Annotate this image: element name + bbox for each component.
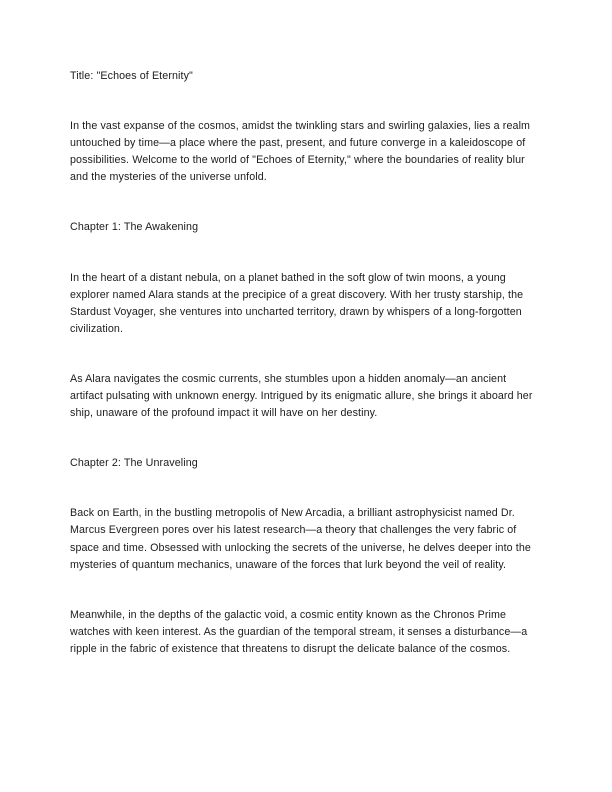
document-body (70, 68, 540, 658)
paragraph-chapter1-b: As Alara navigates the cosmic currents, she stumbles upon a hidden anomaly—an ancient artifact pulsating with unknown energy. Intrigued by its enigmatic allure, she brings it aboard her ship, unaware of the profound impact it will have on her destiny. (70, 372, 533, 420)
spacer (70, 574, 540, 607)
spacer (70, 472, 540, 505)
spacer (70, 85, 540, 118)
document-title-line: Title: "Echoes of Eternity" (70, 70, 193, 82)
paragraph-chapter1-a: In the heart of a distant nebula, on a planet bathed in the soft glow of twin moons, a young explorer named Alara stands at the precipice of a great discovery. With her trusty starship, the Stardust Voyager, she ventures into uncharted territory, drawn by whispers of a long-forgotten civilization. (70, 271, 524, 335)
heading-chapter-2: Chapter 2: The Unraveling (70, 457, 198, 470)
paragraph-chapter2-a: Back on Earth, in the bustling metropolis of New Arcadia, a brilliant astrophysicist named Dr. Marcus Evergreen pores over his latest research—a theory that challenges the very fabric of space and time. Obsessed with unlocking the secrets of the universe, he delves deeper into the mysteries of quantum mechanics, unaware of the forces that lurk beyond the veil of reality. (70, 507, 531, 571)
spacer (70, 422, 540, 455)
spacer (70, 186, 540, 219)
heading-chapter-1: Chapter 1: The Awakening (70, 221, 199, 234)
paragraph-intro: In the vast expanse of the cosmos, amidst the twinkling stars and swirling galaxies, lies a realm untouched by time—a place where the past, present, and future converge in a kaleidoscope of possibilities. Welcome to the world of "Echoes of Eternity," where the boundaries of reality blur and the mysteries of the universe unfold. (70, 120, 531, 184)
paragraph-chapter2-b: Meanwhile, in the depths of the galactic void, a cosmic entity known as the Chronos Prime watches with keen interest. As the guardian of the temporal stream, it senses a disturbance—a ripple in the fabric of existence that threatens to disrupt the delicate balance of the cosmos. (70, 608, 528, 655)
spacer (70, 237, 540, 270)
spacer (70, 338, 540, 371)
